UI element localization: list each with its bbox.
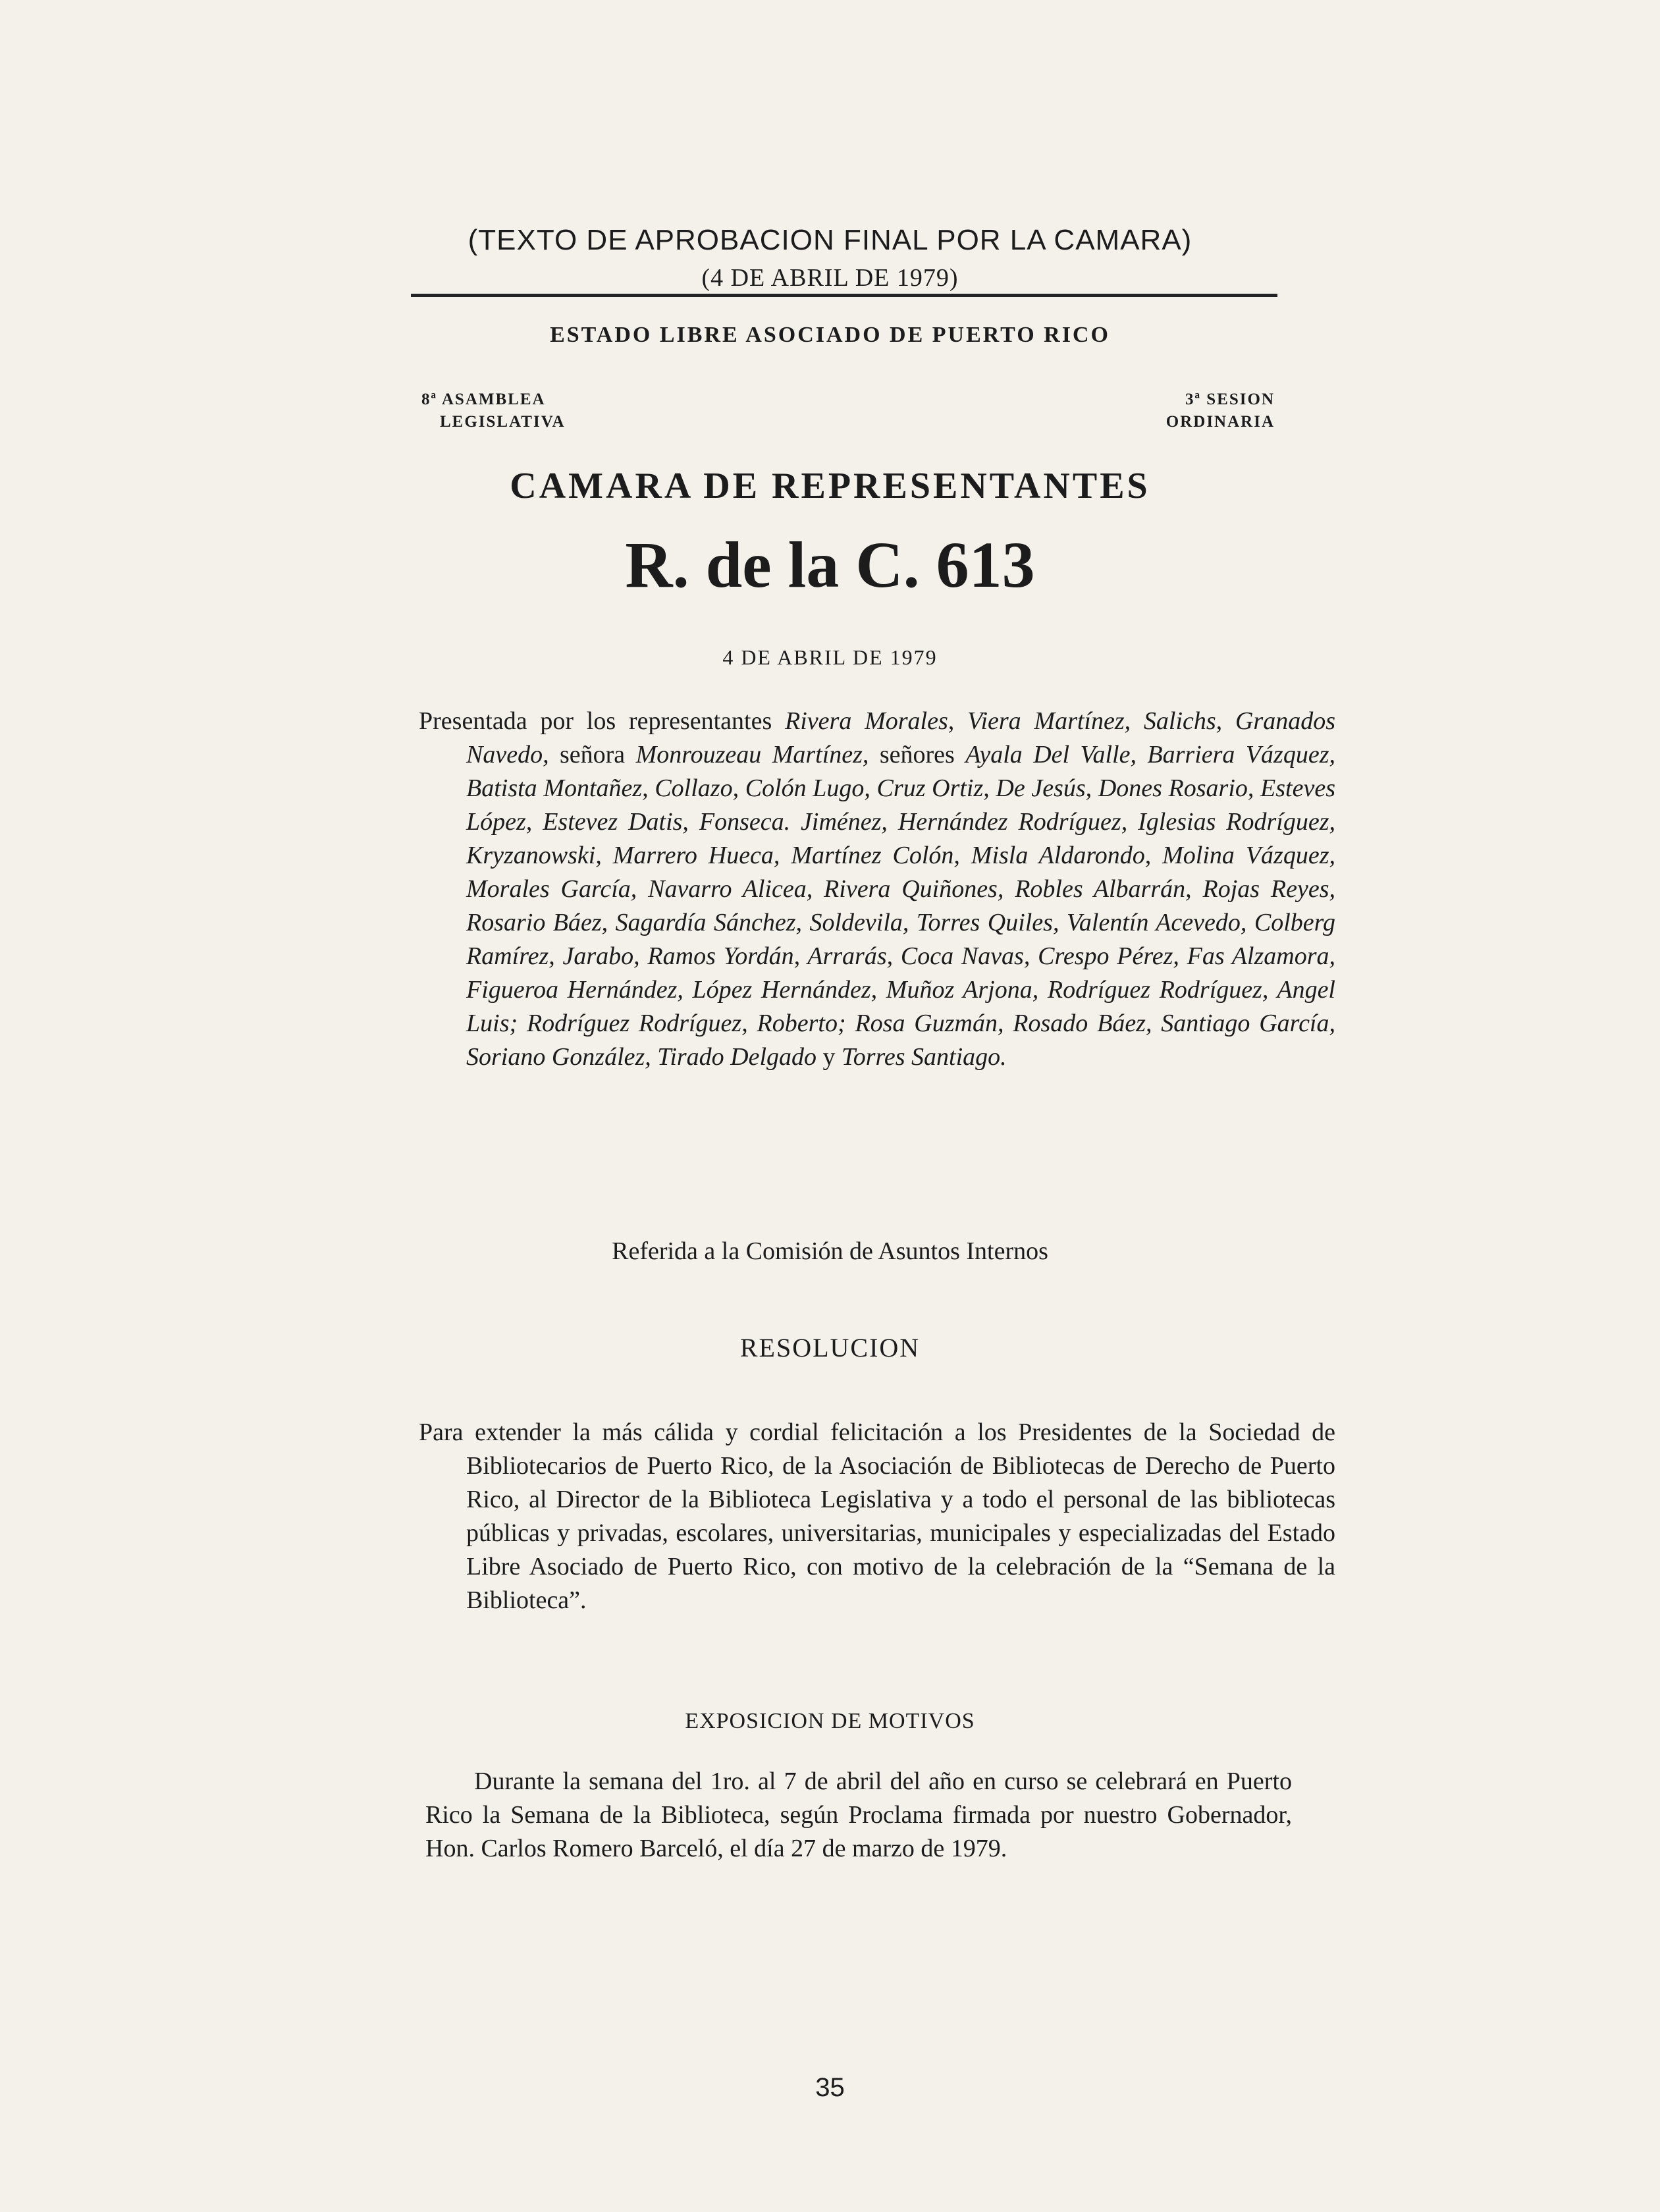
sponsors-names-2: Monrouzeau Martínez, xyxy=(635,741,869,769)
resolution-number: R. de la C. 613 xyxy=(625,528,1035,601)
motives-heading: EXPOSICION DE MOTIVOS xyxy=(685,1709,975,1733)
sponsors-mid-2: señores xyxy=(869,741,966,769)
header-rule xyxy=(411,294,1277,297)
sponsors-mid: señora xyxy=(549,741,636,769)
sesion-line-1: 3ª SESION xyxy=(1185,391,1275,408)
asamblea-line-2: LEGISLATIVA xyxy=(440,413,566,431)
sponsors-names-3: Ayala Del Valle, Barriera Vázquez, Batista Montañez, Collazo, Colón Lugo, Cruz Ortiz, De Jesús, Dones Rosario, Esteves López, Estevez Datis, Fonseca. Jiménez, Hernández Rodríguez, Iglesias Rodríguez, Kryzanowski, Marrero Hueca, Martínez Colón, Misla Aldarondo, Molina Vázquez, Morales García, Navarro Alicea, Rivera Quiñones, Robles Albarrán, Rojas Reyes, Rosario Báez, Sagardía Sánchez, Soldevila, Torres Quiles, Valentín Acevedo, Colberg Ramírez, Jarabo, Ramos Yordán, Arrarás, Coca Navas, Crespo Pérez, Fas Alzamora, Figueroa Hernández, López Hernández, Muñoz Arjona, Rodríguez Rodríguez, Angel Luis; Rodríguez Rodríguez, Roberto; Rosa Guzmán, Rosado Báez, Santiago García, Soriano González, Tirado Delgado xyxy=(466,741,1335,1071)
committee-referral: Referida a la Comisión de Asuntos Internos xyxy=(612,1237,1048,1265)
asamblea-line-1: 8ª ASAMBLEA xyxy=(421,391,546,408)
sponsors-names-4: Torres Santiago. xyxy=(842,1043,1007,1071)
sponsors-names-1: Rivera Morales, Viera Martínez, Salichs, Granados Navedo, xyxy=(466,707,1335,769)
chamber-title: CAMARA DE REPRESENTANTES xyxy=(510,466,1150,506)
motives-paragraph: Durante la semana del 1ro. al 7 de abril del año en curso se celebrará en Puerto Rico la Semana de la Biblioteca, según Proclama firmada por nuestro Gobernador, Hon. Carlos Romero Barceló, el día 27 de marzo de 1979. xyxy=(425,1767,1292,1862)
sesion-label xyxy=(1119,389,1275,433)
sponsors-paragraph xyxy=(419,705,1335,1074)
resolution-date: 4 DE ABRIL DE 1979 xyxy=(722,645,938,669)
sponsors-conj: y xyxy=(817,1043,842,1071)
approval-date: (4 DE ABRIL DE 1979) xyxy=(701,264,959,292)
page-number: 35 xyxy=(815,2073,845,2102)
sesion-line-2: ORDINARIA xyxy=(1165,413,1275,431)
resolution-heading: RESOLUCION xyxy=(739,1333,921,1362)
sponsors-intro: Presentada por los representantes xyxy=(419,707,786,735)
motives-body xyxy=(425,1765,1292,1866)
approval-header: (TEXTO DE APROBACION FINAL POR LA CAMARA) xyxy=(468,224,1192,256)
estado-heading: ESTADO LIBRE ASOCIADO DE PUERTO RICO xyxy=(550,323,1110,347)
asamblea-label xyxy=(421,389,566,433)
resolution-body: Para extender la más cálida y cordial felicitación a los Presidentes de la Sociedad de Bibliotecarios de Puerto Rico, de la Asociación de Bibliotecas de Derecho de Puerto Rico, al Director de la Biblioteca Legislativa y a todo el personal de las bibliotecas públicas y privadas, escolares, universitarias, municipales y especializadas del Estado Libre Asociado de Puerto Rico, con motivo de la celebración de la “Semana de la Biblioteca”. xyxy=(419,1418,1335,1614)
